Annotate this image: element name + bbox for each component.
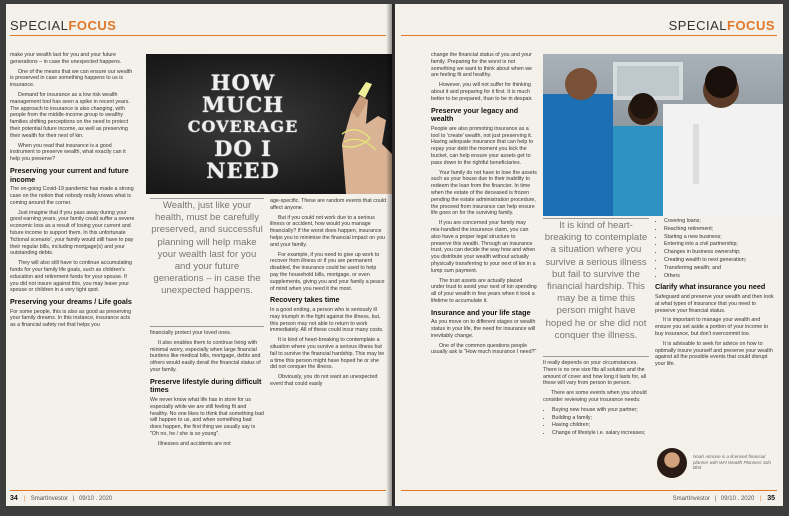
paragraph: age-specific. These are random events that could affect anyone. xyxy=(270,198,386,211)
paragraph: People are also promoting insurance as a tool to 'create' wealth, not just preserving it. Having adequate insurance that can help to repay your debt the moment you kick the bucket, can help ensure your assets get to pass down to the rightful beneficiaries. xyxy=(431,125,534,166)
list-item: • Changes in business ownership; xyxy=(664,249,777,256)
list-item: • Change of lifestyle i.e. salary increases; xyxy=(552,430,649,437)
list-item: • Starting a new business; xyxy=(664,234,777,241)
right-column-2 xyxy=(543,360,649,488)
footer-left: 34 | SmartInvestor | 09/10 . 2020 xyxy=(10,495,113,502)
paragraph: It really depends on your circumstances. There is no one size fits all solution and the amount of cover and how long it lasts for, all these will vary from person to person. xyxy=(543,360,647,387)
list-item: • Others xyxy=(664,273,777,280)
footer-rule-left xyxy=(10,490,386,491)
paragraph: One of the common questions people usually ask is "How much insurance I need?" xyxy=(431,342,537,356)
how-much-coverage-chalkboard-image xyxy=(146,54,392,194)
footer-rule-right xyxy=(401,490,777,491)
subheading: Preserving your dreams / Life goals xyxy=(10,297,132,307)
page-number: 35 xyxy=(767,495,775,502)
header-rule-right xyxy=(401,35,777,36)
hand-with-chalk-icon xyxy=(146,54,392,194)
pull-quote-rule-top xyxy=(543,218,649,219)
paragraph: It also enables them to continue living with minimal worry, especially when large financial burdens like medical bills, mortgage, debts and others would easily derail the financial status of your family. xyxy=(150,339,261,373)
author-bio xyxy=(657,448,775,484)
list-item: • Reaching retirement; xyxy=(664,226,777,233)
left-column-1 xyxy=(10,52,135,488)
list-item: • Entering into a civil partnership; xyxy=(664,241,777,248)
life-events-list xyxy=(543,407,649,437)
paragraph: They will also still have to continue accumulating funds for your family life goals, such as children's education and retirement funds for your spouse. If you did not insure against this, you may leave your spouse or children in a very tight spot. xyxy=(10,260,132,294)
list-item: • Buying new house with your partner; xyxy=(552,407,649,414)
list-item: • Building a family; xyxy=(552,415,649,422)
paragraph: However, you will not suffer for thinking about it and preparing for it first. It is much better to be prepared, than to be in despair. xyxy=(431,82,533,102)
paragraph: Just imagine that if you pass away during your good earning years, your family could suffer a severe economic loss as a result of losing your current and future income to support them. In this unfortunate 'fictional scenario', your family would still have to pay their regular bills, including mortgage(s) and your outstanding debts. xyxy=(10,209,135,257)
pull-quote-rule-bottom xyxy=(543,356,649,357)
section-header-left: SPECIALFOCUS xyxy=(10,18,117,33)
paragraph: But if you could not work due to a serious illness or accident, how would you manage financially? If the worst does happen, insurance helps you to minimise the financial impact on you and your family. xyxy=(270,214,386,248)
subheading: Recovery takes time xyxy=(270,295,340,305)
paragraph: Illnesses and accidents are not xyxy=(158,440,231,447)
paragraph: Your family do not have to lose the assets such as your house due to their inability to redeem the loan from the financier. In time when the estate of the deceased is frozen pending the estate administration procedure, the proceed from insurance can help ensure life goes on for the surviving family. xyxy=(431,169,537,217)
subheading: Preserve your legacy and wealth xyxy=(431,105,519,124)
left-page xyxy=(6,4,392,506)
left-column-2 xyxy=(150,330,264,488)
pull-quote-rule-bottom xyxy=(150,326,264,327)
chalkboard-lettering: HOW MUCH COVERAGE DO I NEED xyxy=(187,70,299,183)
life-events-list-continued xyxy=(655,218,777,279)
header-rule-left xyxy=(10,35,386,36)
paragraph: One of the means that we can ensure our wealth is preserved in case something happens to us is insurance. xyxy=(10,68,133,89)
pull-quote-rule-top xyxy=(150,198,264,199)
paragraph: There are some events when you should consider reviewing your insurance needs: xyxy=(543,390,647,403)
paragraph: Obviously, you do not want an unexpected event that could easily xyxy=(270,374,378,387)
list-item: • Transferring wealth; and xyxy=(664,265,777,272)
author-caption: Noah Aimone is a licensed financial planner with WH Wealth Planners Sdn Bhd xyxy=(693,454,772,471)
right-page xyxy=(395,4,783,506)
paragraph: For example, if you need to give up work to recover from illness or if you are permanent disabled, the insurance could be used to help pay the household bills, mortgage, or even supplements, giving you and your family a peace of mind when you need it the most. xyxy=(270,251,385,292)
paragraph: change the financial status of you and your family. Preparing for the worst is not something we want to think about when we are feeling fit and healthy. xyxy=(431,52,532,79)
paragraph: The trust assets are actually placed under trust to avoid your next of kin spending all of your wealth in few years when it took a lifetime to accumulate it. xyxy=(431,277,537,304)
doctors-illustration xyxy=(543,54,783,216)
author-photo xyxy=(657,448,687,478)
doctors-reviewing-xray-photo xyxy=(543,54,783,216)
subheading: Insurance and your life stage xyxy=(431,307,531,317)
paragraph: make your wealth last for you and your future generations – in case the unexpected happens. xyxy=(10,52,122,65)
pull-quote: Wealth, just like your health, must be carefully preserved, and successful planning will help make your wealth last for you and your future generations – in case the unexpected happens. xyxy=(151,200,263,297)
paragraph: In a good ending, a person who is seriously ill may triumph in the fight against the illness, but, this person may not able to return to work immediately. All of these could incur many costs. xyxy=(270,306,384,334)
subheading: Preserve lifestyle during difficult times xyxy=(150,376,262,395)
right-column-1 xyxy=(431,52,537,488)
list-item: • Having children; xyxy=(552,422,649,429)
list-item: • Creating wealth to next generation; xyxy=(664,257,777,264)
paragraph: When you read that insurance is a good instrument to preserve wealth, what exactly can it help you preserve? xyxy=(10,142,126,163)
paragraph: Demand for insurance as a low risk wealth management tool has seen a spike in recent years. The approach to insurance is also changing, with people from the middle-income group to wealthy families shifting perceptions on the need to protect their potential future income, as well as preserving their wealth for their next of kin. xyxy=(10,91,130,139)
left-column-3 xyxy=(270,198,386,488)
paragraph: We never know what life has in store for us especially while we are still feeling fit and healthy. No one likes to think that something bad will happen to us, and when something bad does happen, the first thing we usually say is "Oh no, he / she is so young". xyxy=(150,396,264,437)
paragraph: As you move on to different stages or wealth status in your life, the need for insurance will inevitably change. xyxy=(431,319,536,339)
subheading: Clarify what insurance you need xyxy=(655,282,766,292)
list-item: • Covering loans; xyxy=(664,218,777,225)
paragraph: If you are concerned your family may mis-handled the insurance claim, you can also have a proper legal structure to preserve this wealth. Through an insurance trust, you can decide the way how and when you distribute your wealth without actually physically transferring to your next of kin in a lump sum payment. xyxy=(431,220,536,274)
issue-date: 09/10 . 2020 xyxy=(78,496,113,502)
section-header-right: SPECIALFOCUS xyxy=(668,18,775,33)
paragraph: The on-going Covid-19 pandemic has made a strong case on the notion that nobody really knows what is coming around the corner. xyxy=(10,186,134,206)
subheading: Preserving your current and future income xyxy=(10,165,129,184)
magazine-name: SmartInvestor xyxy=(672,496,711,502)
right-column-3 xyxy=(655,218,777,446)
footer-right: SmartInvestor | 09/10 . 2020 | 35 xyxy=(672,495,775,502)
magazine-name: SmartInvestor xyxy=(30,496,69,502)
paragraph: It is important to manage your wealth and ensure you set aside a portion of your income to buy insurance, but don't overcommit too. xyxy=(655,317,769,337)
page-number: 34 xyxy=(10,495,18,502)
paragraph: It is advisable to seek for advice on how to optimally insure yourself and preserve your wealth against all the possible events that could disrupt your life. xyxy=(655,340,773,368)
paragraph: Safeguard and preserve your wealth and then look at what types of insurance that you need to preserve your financial status. xyxy=(655,293,774,314)
issue-date: 09/10 . 2020 xyxy=(720,496,755,502)
pull-quote: It is kind of heart-breaking to contemplate a situation where you survive a serious illness but fail to survive the financial hardship. This may be a time this person might have hoped he or she did not conquer the illness. xyxy=(544,220,648,341)
paragraph: It is kind of heart-breaking to contemplate a situation where you survive a serious illness but fail to survive the financial hardship. This may be a time this person might have hoped he or she did not conquer the illness. xyxy=(270,337,385,371)
paragraph: financially protect your loved ones. xyxy=(150,330,232,336)
paragraph: For some people, this is also as good as preserving your family dreams. In this instance, insurance acts as a financial safety net that helps you xyxy=(10,308,132,329)
